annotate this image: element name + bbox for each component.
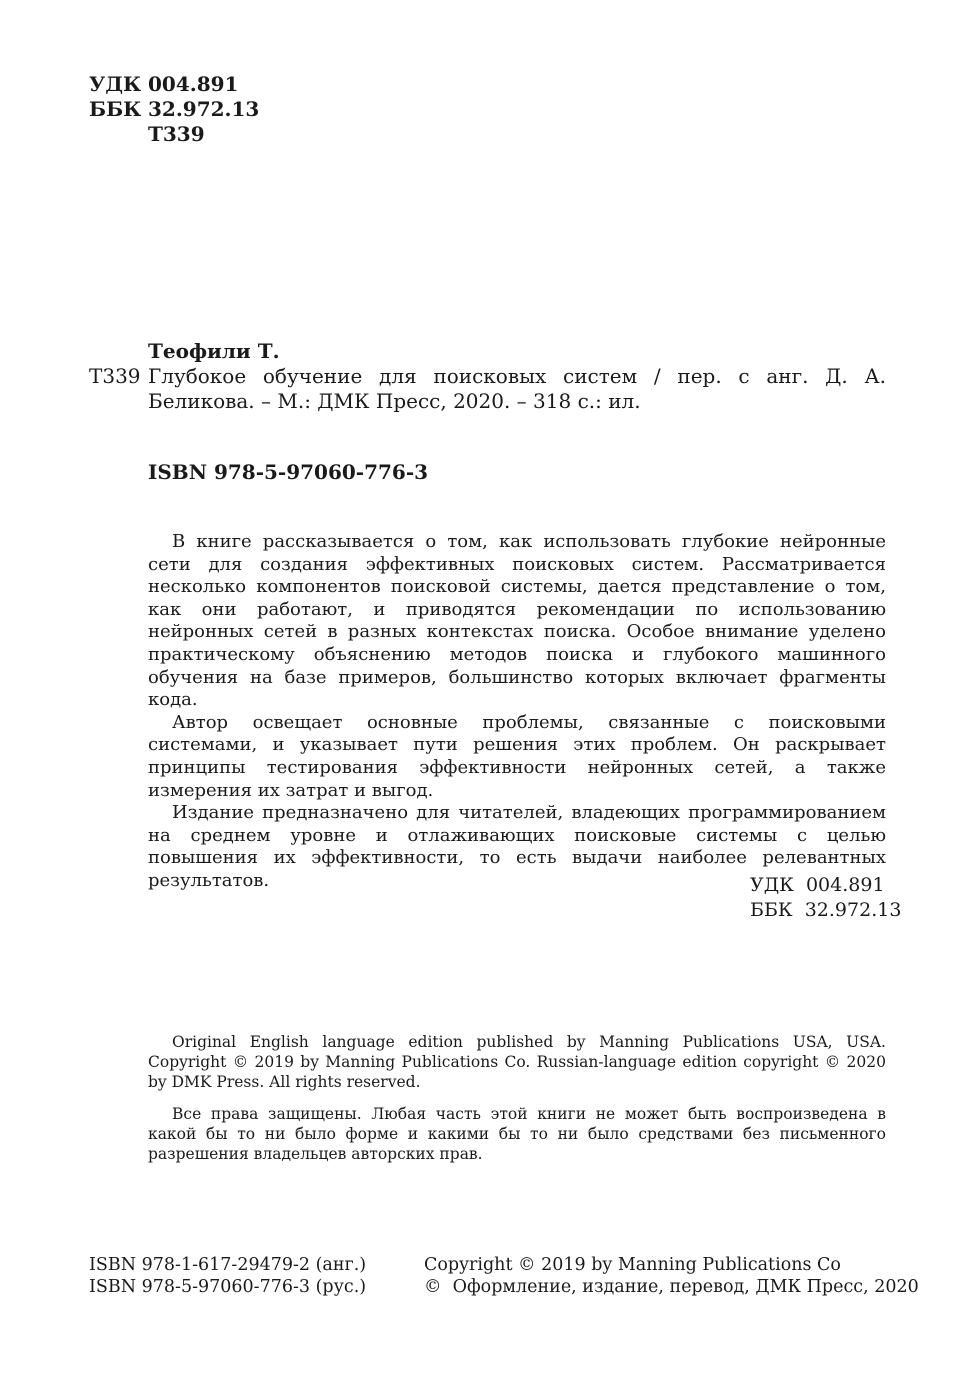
author-mark: Т339: [148, 122, 205, 146]
book-code: Т339: [89, 364, 141, 388]
bbk-value: 32.972.13: [148, 97, 260, 121]
copyright-note-english: [148, 1032, 886, 1092]
udc-bbk-summary: [750, 873, 901, 923]
copyright-english: Copyright © 2019 by Manning Publications Co: [424, 1255, 841, 1275]
author-mark-row: [89, 122, 259, 147]
copyright-note-english-text: Original English language edition published by Manning Publications USA, USA. Copyright © 2019 by Manning Publications Co. Russian-language edition copyright © 2020 by DMK Press. All rights reserved.: [148, 1033, 886, 1091]
book-title-description: Глубокое обучение для поисковых систем / пер. с анг. Д. А. Беликова. – М.: ДМК Пресс, 2020. – 318 с.: ил.: [148, 364, 886, 413]
isbn-main: ISBN 978-5-97060-776-3: [148, 460, 429, 484]
udc-label: УДК: [89, 72, 142, 96]
udc-summary: УДК 004.891: [750, 874, 885, 896]
abstract-paragraph-3: Издание предназначено для читателей, владеющих программированием на среднем уровне и отлаживающих поисковые системы с целью повышения их эффективности, то есть выдачи наиболее релевантных результатов.: [148, 802, 886, 891]
bbk-label: ББК: [89, 97, 142, 121]
abstract-paragraph-2: Автор освещает основные проблемы, связанные с поисковыми системами, и указывает пути решения этих проблем. Он раскрывает принципы тестирования эффективности нейронных сетей, а также измерения их затрат и выгод.: [148, 711, 886, 801]
udc-value: 004.891: [148, 72, 239, 96]
copyright-note-russian-text: Все права защищены. Любая часть этой книги не может быть воспроизведена в какой бы то ни было форме и какими бы то ни было средствами без письменного разрешения владельцев авторских прав.: [148, 1105, 886, 1163]
isbn-russian: ISBN 978-5-97060-776-3 (рус.): [89, 1277, 367, 1297]
footer-isbn-list: [89, 1254, 366, 1298]
copyright-note-russian: [148, 1104, 886, 1164]
classification-block: [89, 72, 259, 147]
footer-copyright-list: [424, 1254, 919, 1298]
isbn-english: ISBN 978-1-617-29479-2 (анг.): [89, 1255, 367, 1275]
abstract-paragraph-1: В книге рассказывается о том, как использовать глубокие нейронные сети для создания эффективных поисковых систем. Рассматривается несколько компонентов поисковой системы, дается представление о том, как они работают, и приводятся рекомендации по использованию нейронных сетей в разных контекстах поиска. Особое внимание уделено практическому объяснению методов поиска и глубокого машинного обучения на базе примеров, большинство которых включает фрагменты кода.: [148, 531, 886, 711]
abstract: [148, 531, 886, 893]
bbk-row: [89, 97, 259, 122]
udc-row: [89, 72, 259, 97]
book-author: Теофили Т.: [148, 339, 280, 363]
bbk-summary: ББК 32.972.13: [750, 899, 902, 921]
copyright-russian: © Оформление, издание, перевод, ДМК Пресс, 2020: [424, 1277, 919, 1297]
